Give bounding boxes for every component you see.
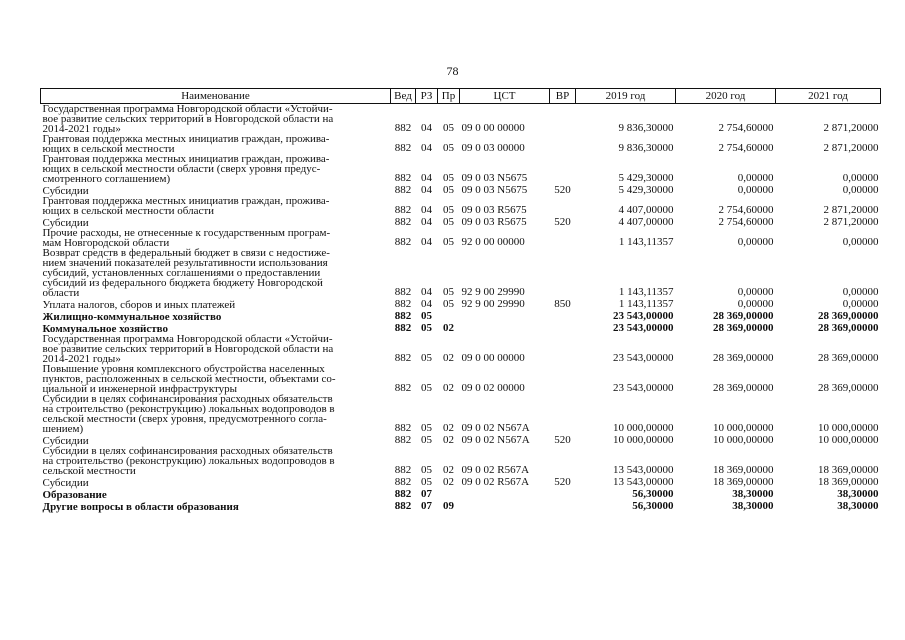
row-vr: 850: [554, 298, 571, 310]
row-2019: 56,30000: [632, 500, 674, 512]
row-cst: 09 0 03 00000: [461, 142, 525, 154]
col-header-cst: ЦСТ: [460, 89, 550, 104]
row-pr: 02: [443, 382, 454, 394]
row-cst: [460, 322, 550, 334]
row-name: Прочие расходы, не отнесенные к государственным програм- мам Новгородской области: [42, 227, 331, 249]
row-2021: 18 369,00000: [818, 464, 879, 476]
row-pr: 05: [443, 142, 454, 154]
row-name: Субсидии: [42, 477, 89, 489]
col-header-rz: РЗ: [416, 89, 438, 104]
row-vr: [550, 488, 576, 500]
row-name: Грантовая поддержка местных инициатив граждан, прожива- ющих в сельской местности области: [42, 195, 330, 217]
row-rz: 05: [421, 422, 432, 434]
row-rz: 05: [421, 476, 432, 488]
row-2021: 18 369,00000: [818, 476, 879, 488]
row-2020: 2 754,60000: [718, 142, 774, 154]
row-2019: 10 000,00000: [613, 422, 674, 434]
row-2021: 28 369,00000: [818, 310, 879, 322]
table-row: [41, 476, 881, 488]
row-2021: 0,00000: [842, 172, 879, 184]
row-rz: 04: [421, 142, 432, 154]
row-ved: 882: [394, 184, 412, 196]
row-2019: 5 429,30000: [618, 172, 674, 184]
row-cst: 09 0 03 R5675: [461, 204, 527, 216]
row-ved: 882: [394, 352, 412, 364]
row-vr: [550, 196, 576, 216]
row-ved: 882: [394, 382, 412, 394]
row-2019: 1 143,11357: [618, 286, 674, 298]
row-rz: 04: [421, 286, 432, 298]
row-vr: [550, 364, 576, 394]
row-ved: 882: [394, 422, 412, 434]
row-vr: 520: [554, 184, 571, 196]
table-row: [41, 310, 881, 322]
row-rz: 04: [421, 298, 432, 310]
row-2021: 10 000,00000: [818, 422, 879, 434]
row-vr: [550, 446, 576, 476]
row-2019: 4 407,00000: [618, 204, 674, 216]
row-pr: 02: [443, 476, 454, 488]
row-2019: 10 000,00000: [613, 434, 674, 446]
row-vr: [550, 154, 576, 184]
row-cst: 09 0 03 N5675: [461, 184, 528, 196]
table-row: [41, 500, 881, 512]
row-2021: 2 871,20000: [823, 216, 879, 228]
row-2021: 0,00000: [842, 286, 879, 298]
row-rz: 04: [421, 122, 432, 134]
row-rz: 05: [421, 352, 432, 364]
row-2020: 0,00000: [737, 286, 774, 298]
row-ved: 882: [394, 236, 412, 248]
row-2020: 18 369,00000: [713, 476, 774, 488]
row-name: Субсидии: [42, 435, 89, 447]
row-ved: 882: [394, 464, 412, 476]
row-2021: 0,00000: [842, 184, 879, 196]
row-ved: 882: [394, 122, 412, 134]
row-name: Субсидии: [42, 217, 89, 229]
row-pr: 05: [443, 172, 454, 184]
row-rz: 05: [421, 382, 432, 394]
row-cst: 09 0 02 R567A: [461, 476, 530, 488]
row-2019: 23 543,00000: [613, 382, 674, 394]
row-2019: 23 543,00000: [613, 310, 674, 322]
row-cst: 92 0 00 00000: [461, 236, 525, 248]
table-row: [41, 134, 881, 154]
row-ved: 882: [394, 476, 412, 488]
table-row: [41, 104, 881, 135]
row-2021: 2 871,20000: [823, 142, 879, 154]
row-vr: [550, 310, 576, 322]
row-2019: 23 543,00000: [613, 352, 674, 364]
row-ved: 882: [394, 204, 412, 216]
row-2020: 38,30000: [732, 500, 774, 512]
row-ved: 882: [394, 216, 412, 228]
col-header-ved: Вед: [391, 89, 416, 104]
table-row: [41, 364, 881, 394]
row-pr: 05: [443, 298, 454, 310]
row-cst: 09 0 02 N567A: [461, 434, 530, 446]
row-name: Субсидии в целях софинансирования расходных обязательств на строительство (реконструкцию) локальных водопроводов в сельской местности (сверх уровня, предусмотренного согла- шением): [42, 393, 335, 435]
row-vr: [550, 322, 576, 334]
table-row: [41, 298, 881, 310]
col-header-vr: ВР: [550, 89, 576, 104]
row-cst: 92 9 00 29990: [461, 286, 525, 298]
row-rz: 04: [421, 204, 432, 216]
row-2020: 18 369,00000: [713, 464, 774, 476]
row-cst: 09 0 03 R5675: [461, 216, 527, 228]
col-header-2019: 2019 год: [576, 89, 676, 104]
row-pr: 02: [443, 322, 454, 334]
row-ved: 882: [394, 322, 412, 334]
row-2021: 0,00000: [842, 236, 879, 248]
row-rz: 05: [421, 310, 432, 322]
row-pr: [438, 310, 460, 322]
row-2020: 0,00000: [737, 172, 774, 184]
row-rz: 04: [421, 172, 432, 184]
row-cst: 09 0 00 00000: [461, 122, 525, 134]
row-2021: 2 871,20000: [823, 122, 879, 134]
row-2021: 10 000,00000: [818, 434, 879, 446]
row-vr: [550, 134, 576, 154]
row-name: Субсидии: [42, 185, 89, 197]
row-vr: [550, 500, 576, 512]
row-vr: [550, 104, 576, 135]
table-row: [41, 196, 881, 216]
row-ved: 882: [394, 142, 412, 154]
row-ved: 882: [394, 488, 412, 500]
row-2019: 23 543,00000: [613, 322, 674, 334]
row-ved: 882: [394, 500, 412, 512]
row-name: Жилищно-коммунальное хозяйство: [42, 311, 222, 323]
row-2020: 0,00000: [737, 184, 774, 196]
row-pr: [438, 488, 460, 500]
row-rz: 07: [421, 500, 432, 512]
row-name: Субсидии в целях софинансирования расходных обязательств на строительство (реконструкцию) локальных водопроводов в сельской местности: [42, 445, 335, 477]
row-2019: 13 543,00000: [613, 464, 674, 476]
row-2020: 28 369,00000: [713, 322, 774, 334]
row-vr: 520: [554, 216, 571, 228]
row-cst: [460, 500, 550, 512]
row-ved: 882: [394, 310, 412, 322]
col-header-2021: 2021 год: [776, 89, 881, 104]
row-2021: 2 871,20000: [823, 204, 879, 216]
table-row: [41, 446, 881, 476]
row-name: Образование: [42, 489, 107, 501]
row-2021: 38,30000: [837, 488, 879, 500]
row-name: Уплата налогов, сборов и иных платежей: [42, 299, 236, 311]
row-pr: 02: [443, 434, 454, 446]
row-rz: 05: [421, 464, 432, 476]
table-row: [41, 334, 881, 364]
row-pr: 05: [443, 184, 454, 196]
col-header-name: Наименование: [41, 89, 391, 104]
col-header-2020: 2020 год: [676, 89, 776, 104]
row-2019: 4 407,00000: [618, 216, 674, 228]
row-2020: 2 754,60000: [718, 216, 774, 228]
row-vr: [550, 394, 576, 434]
row-name: Государственная программа Новгородской области «Устойчи- вое развитие сельских территорий в Новгородской области на 2014-2021 годы»: [42, 103, 334, 135]
row-cst: 09 0 02 N567A: [461, 422, 530, 434]
col-header-pr: Пр: [438, 89, 460, 104]
row-rz: 04: [421, 236, 432, 248]
row-pr: 02: [443, 464, 454, 476]
row-2021: 28 369,00000: [818, 322, 879, 334]
row-2020: 28 369,00000: [713, 382, 774, 394]
row-2019: 13 543,00000: [613, 476, 674, 488]
row-pr: 02: [443, 422, 454, 434]
row-name: Коммунальное хозяйство: [42, 323, 169, 335]
row-pr: 02: [443, 352, 454, 364]
row-ved: 882: [394, 434, 412, 446]
row-ved: 882: [394, 298, 412, 310]
row-2019: 5 429,30000: [618, 184, 674, 196]
row-2019: 1 143,11357: [618, 236, 674, 248]
row-ved: 882: [394, 172, 412, 184]
row-2020: 0,00000: [737, 236, 774, 248]
table-row: [41, 488, 881, 500]
row-pr: 05: [443, 236, 454, 248]
row-2020: 28 369,00000: [713, 310, 774, 322]
row-vr: 520: [554, 434, 571, 446]
row-name: Возврат средств в федеральный бюджет в связи с недостиже- нием значений показателей результативности использования субсидий, установленных соглашениями о предоставлении субсидий из федерального бюджета бюджету Новгородской области: [42, 247, 330, 299]
row-2019: 1 143,11357: [618, 298, 674, 310]
row-2019: 9 836,30000: [618, 142, 674, 154]
row-pr: 09: [443, 500, 454, 512]
table-row: [41, 394, 881, 434]
row-2021: 0,00000: [842, 298, 879, 310]
row-cst: 09 0 00 00000: [461, 352, 525, 364]
table-row: [41, 228, 881, 248]
page-number: 78: [446, 64, 459, 78]
row-2020: 2 754,60000: [718, 122, 774, 134]
row-pr: 05: [443, 122, 454, 134]
row-name: Грантовая поддержка местных инициатив граждан, прожива- ющих в сельской местности области (сверх уровня предус- смотренного соглашением): [42, 153, 330, 185]
row-cst: 92 9 00 29990: [461, 298, 525, 310]
row-rz: 07: [421, 488, 432, 500]
row-2021: 38,30000: [837, 500, 879, 512]
table-row: [41, 248, 881, 298]
row-2020: 10 000,00000: [713, 434, 774, 446]
row-cst: 09 0 03 N5675: [461, 172, 528, 184]
row-2020: 10 000,00000: [713, 422, 774, 434]
row-rz: 05: [421, 434, 432, 446]
row-2020: 38,30000: [732, 488, 774, 500]
row-vr: [550, 334, 576, 364]
row-vr: [550, 248, 576, 298]
row-2020: 2 754,60000: [718, 204, 774, 216]
row-vr: 520: [554, 476, 571, 488]
row-2020: 0,00000: [737, 298, 774, 310]
row-ved: 882: [394, 286, 412, 298]
budget-table: [40, 88, 881, 512]
row-rz: 05: [421, 322, 432, 334]
row-2021: 28 369,00000: [818, 352, 879, 364]
row-cst: 09 0 02 00000: [461, 382, 525, 394]
row-2021: 28 369,00000: [818, 382, 879, 394]
row-pr: 05: [443, 216, 454, 228]
row-cst: [460, 488, 550, 500]
table-row: [41, 154, 881, 184]
row-name: Другие вопросы в области образования: [42, 501, 239, 513]
row-rz: 04: [421, 184, 432, 196]
row-rz: 04: [421, 216, 432, 228]
row-vr: [550, 228, 576, 248]
row-name: Грантовая поддержка местных инициатив граждан, прожива- ющих в сельской местности: [42, 133, 330, 155]
row-name: Повышение уровня комплексного обустройства населенных пунктов, расположенных в сельской местности, объектами со- циальной и инженерной инфраструктуры: [42, 363, 336, 395]
row-name: Государственная программа Новгородской области «Устойчи- вое развитие сельских территорий в Новгородской области на 2014-2021 годы»: [42, 333, 334, 365]
row-pr: 05: [443, 204, 454, 216]
row-2019: 56,30000: [632, 488, 674, 500]
header-row: [41, 89, 881, 104]
row-cst: 09 0 02 R567A: [461, 464, 530, 476]
row-2019: 9 836,30000: [618, 122, 674, 134]
row-2020: 28 369,00000: [713, 352, 774, 364]
row-cst: [460, 310, 550, 322]
row-pr: 05: [443, 286, 454, 298]
